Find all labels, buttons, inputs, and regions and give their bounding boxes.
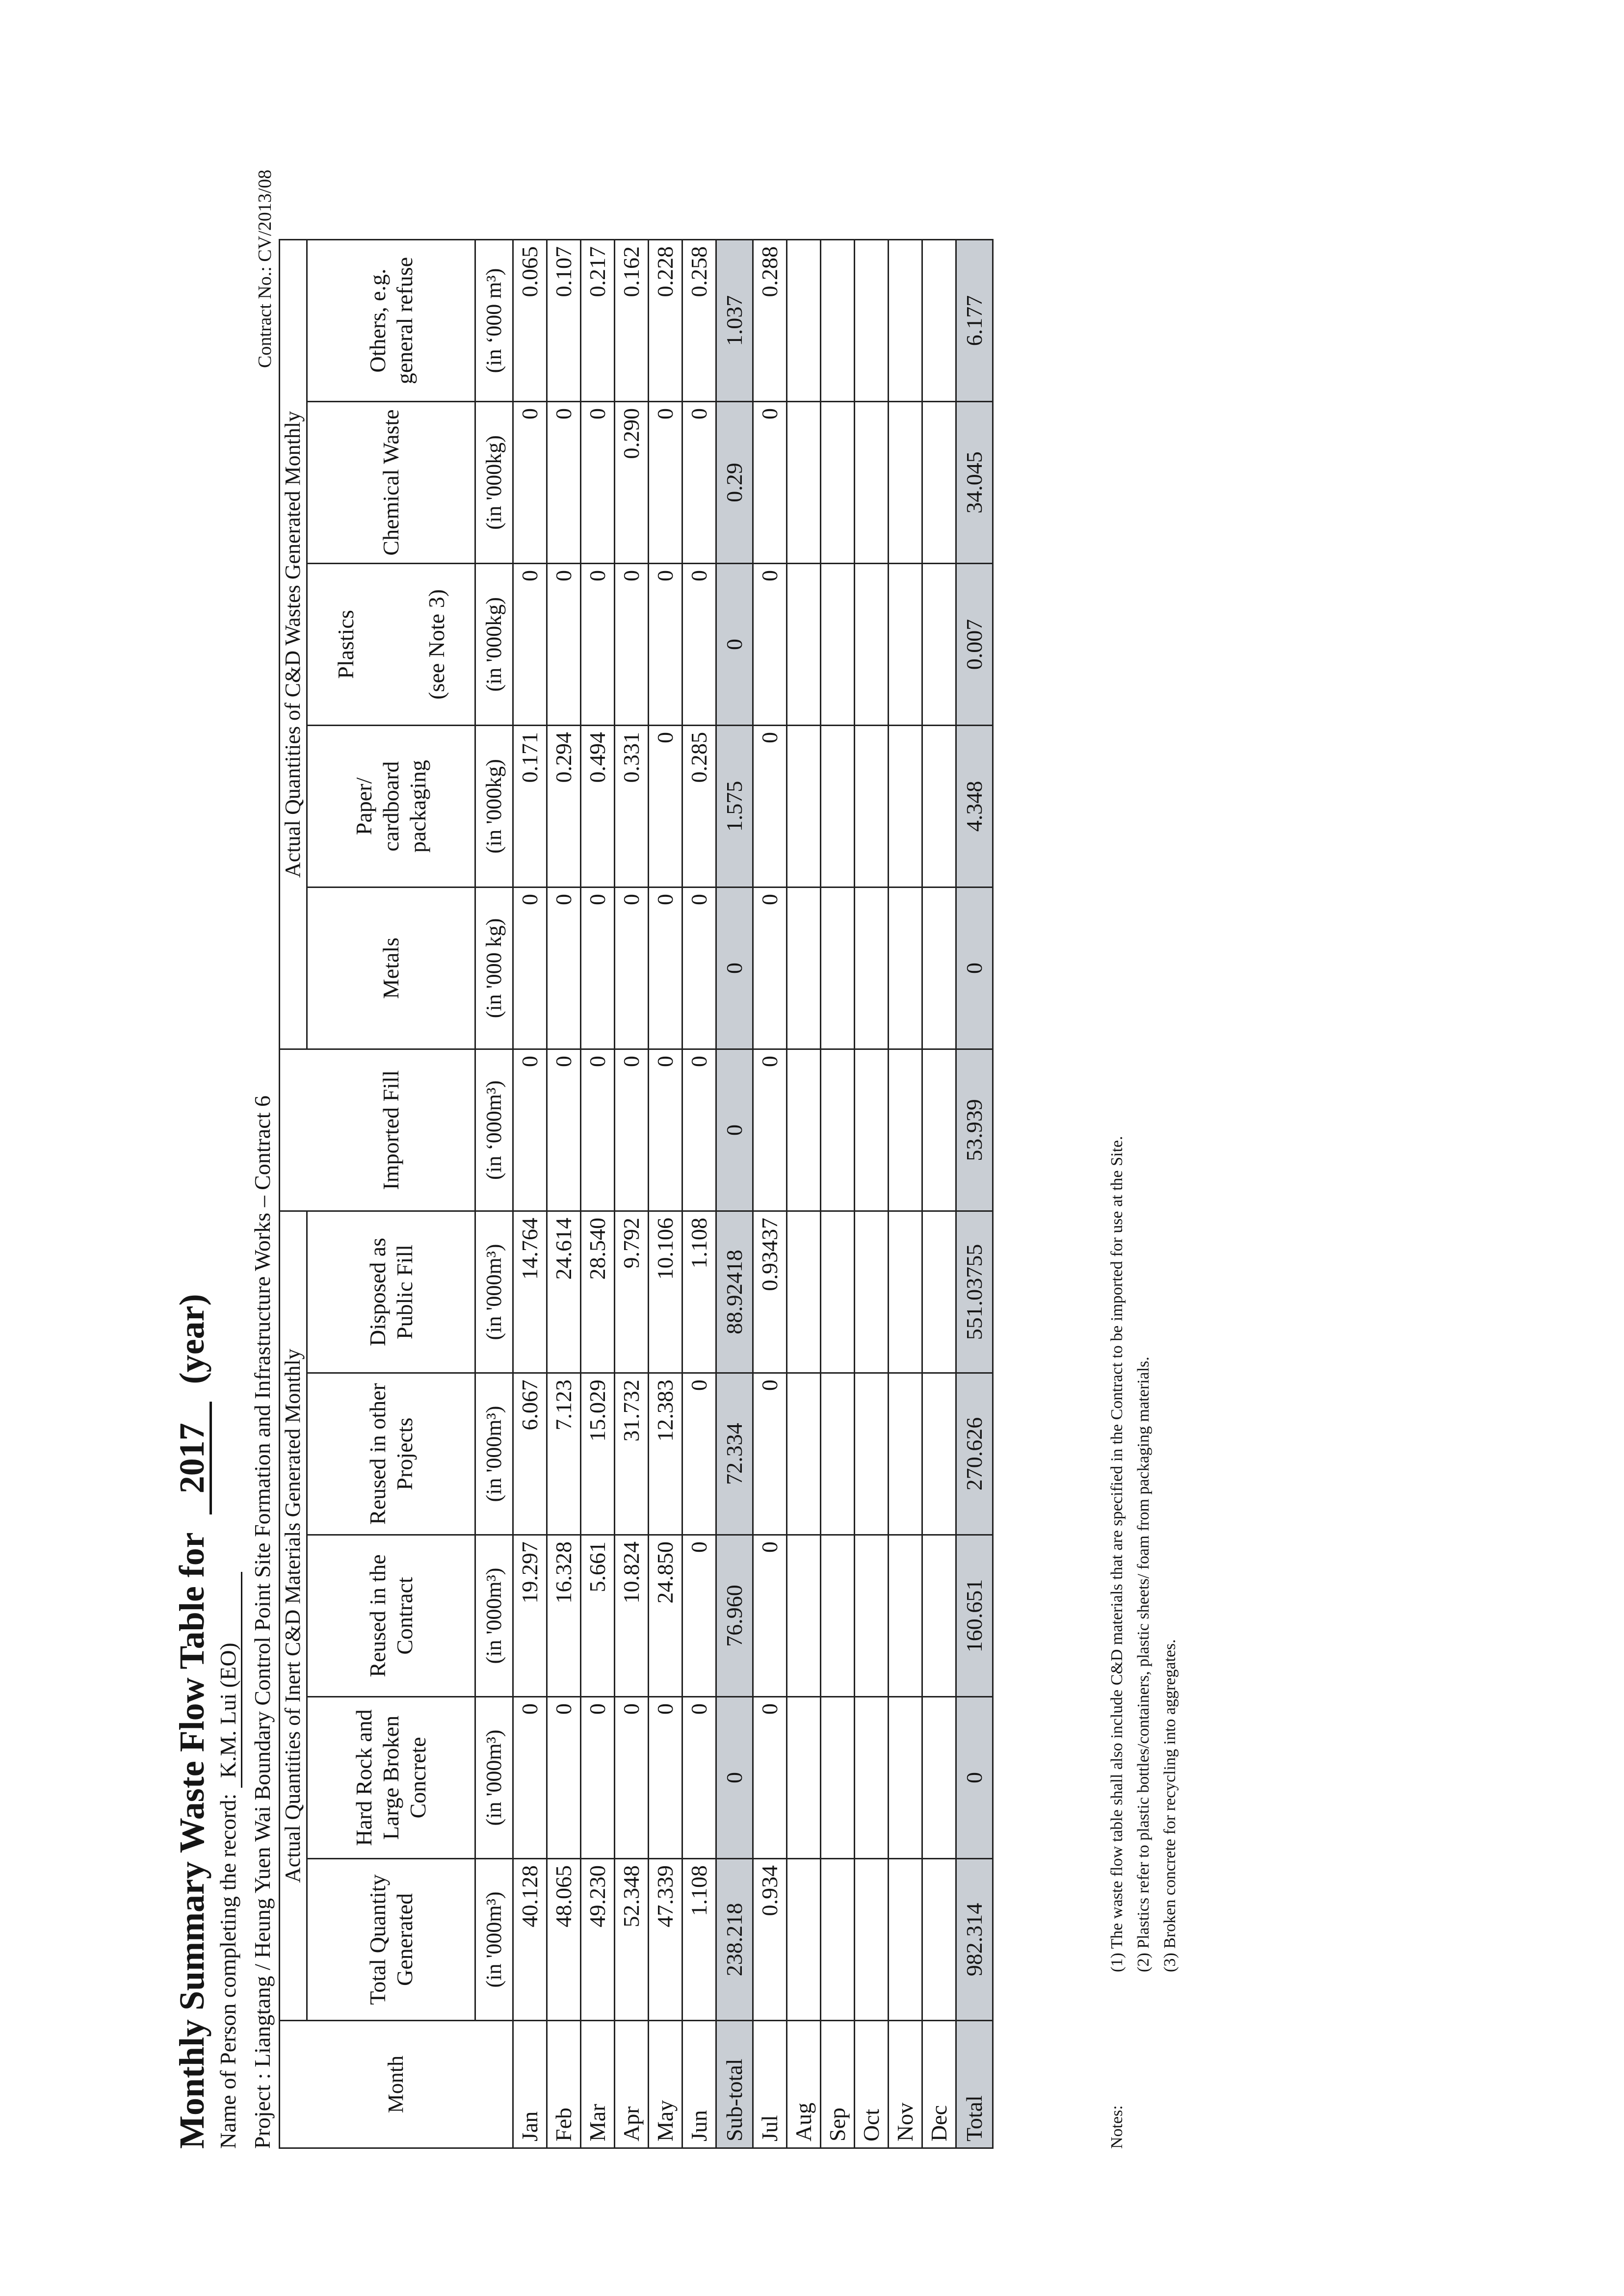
table-row [753,240,786,2148]
value-cell [922,402,956,564]
value-cell: 0 [648,1049,682,1211]
value-cell: 0 [753,564,786,726]
month-cell: Jan [513,2021,547,2148]
value-cell: 0 [547,564,580,726]
value-cell: 0.93437 [753,1211,786,1373]
value-cell [854,887,888,1049]
unit-cell: (in '000kg) [475,402,513,564]
column-header: Chemical Waste [307,402,475,564]
table-row [547,240,580,2148]
value-cell [888,1535,922,1697]
value-cell: 14.764 [513,1211,547,1373]
value-cell: 19.297 [513,1535,547,1697]
value-cell: 5.661 [580,1535,614,1697]
value-cell: 0 [648,726,682,887]
table-row [648,240,682,2148]
value-cell [922,1049,956,1211]
value-cell: 0 [648,564,682,726]
value-cell [786,240,820,402]
column-header: Reused in other Projects [307,1373,475,1535]
value-cell: 0 [513,1697,547,1859]
month-cell: Nov [888,2021,922,2148]
month-cell: Apr [614,2021,648,2148]
value-cell: 0 [682,564,716,726]
value-cell: 0.107 [547,240,580,402]
value-cell: 0 [716,1049,753,1211]
month-cell: Aug [786,2021,820,2148]
value-cell [820,1049,854,1211]
group-header-row [280,240,307,2148]
value-cell: 0 [753,1373,786,1535]
value-cell [854,1697,888,1859]
value-cell: 238.218 [716,1859,753,2021]
value-cell [786,1535,820,1697]
value-cell [786,1373,820,1535]
group-inert-header: Actual Quantities of Inert C&D Materials Generated Monthly [280,1211,307,2021]
value-cell: 0 [682,1373,716,1535]
value-cell: 0 [956,887,993,1049]
value-cell [786,726,820,887]
value-cell: 0 [513,564,547,726]
value-cell [922,1697,956,1859]
column-header-plastics [307,564,475,726]
value-cell [786,1049,820,1211]
value-cell [820,402,854,564]
value-cell [854,1535,888,1697]
value-cell [888,1373,922,1535]
value-cell: 0 [753,402,786,564]
value-cell: 49.230 [580,1859,614,2021]
value-cell: 0 [513,402,547,564]
month-cell: May [648,2021,682,2148]
value-cell [820,1859,854,2021]
value-cell: 1.108 [682,1211,716,1373]
person-value: K.M. Lui (EO) [215,1572,242,1788]
value-cell: 53.939 [956,1049,993,1211]
value-cell: 0 [682,1697,716,1859]
table-row [922,240,956,2148]
subtotal-row-label: Sub-total [716,2021,753,2148]
unit-cell: (in '000m³) [475,1373,513,1535]
units-row [475,240,513,2148]
value-cell [922,1211,956,1373]
column-header: Imported Fill [307,1049,475,1211]
plastics-note: (see Note 3) [423,589,449,700]
value-cell [786,1859,820,2021]
value-cell [922,1535,956,1697]
value-cell: 0 [682,402,716,564]
value-cell: 88.92418 [716,1211,753,1373]
value-cell [922,887,956,1049]
value-cell: 0 [614,1049,648,1211]
column-header: Hard Rock and Large Broken Concrete [307,1697,475,1859]
value-cell: 47.339 [648,1859,682,2021]
value-cell: 0 [753,726,786,887]
month-cell: Sep [820,2021,854,2148]
value-cell [888,1859,922,2021]
total-row [956,240,993,2148]
value-cell [786,564,820,726]
month-cell: Oct [854,2021,888,2148]
column-header-row [307,240,475,2148]
value-cell: 160.651 [956,1535,993,1697]
value-cell: 0 [580,1049,614,1211]
value-cell: 0.162 [614,240,648,402]
value-cell: 0 [580,887,614,1049]
title-prefix: Monthly Summary Waste Flow Table for [172,1532,211,2149]
value-cell: 16.328 [547,1535,580,1697]
note-2: (2) Plastics refer to plastic bottles/containers, plastic sheets/ foam from packaging materials. [1134,1357,1153,1972]
value-cell [888,1697,922,1859]
value-cell: 0.228 [648,240,682,402]
value-cell [854,1211,888,1373]
value-cell [888,402,922,564]
value-cell [888,1211,922,1373]
value-cell: 551.03755 [956,1211,993,1373]
value-cell: 10.106 [648,1211,682,1373]
notes [1104,1136,1183,2149]
unit-cell: (in ‘000 m³) [475,240,513,402]
value-cell: 0.294 [547,726,580,887]
value-cell [854,1373,888,1535]
value-cell: 52.348 [614,1859,648,2021]
table-row [820,240,854,2148]
value-cell: 0 [682,887,716,1049]
notes-label: Notes: [1108,2105,1126,2149]
subtotal-row [716,240,753,2148]
value-cell [854,564,888,726]
column-header: Reused in the Contract [307,1535,475,1697]
value-cell [888,887,922,1049]
value-cell: 0 [716,887,753,1049]
column-header: Others, e.g. general refuse [307,240,475,402]
value-cell [922,1373,956,1535]
page-title [172,1294,212,2149]
value-cell: 0.494 [580,726,614,887]
group-waste-header: Actual Quantities of C&D Wastes Generated Monthly [280,240,307,1049]
unit-cell: (in '000m³) [475,1859,513,2021]
value-cell: 6.177 [956,240,993,402]
value-cell: 4.348 [956,726,993,887]
table-row [854,240,888,2148]
table-row [682,240,716,2148]
imported-fill-spacer [280,1049,307,1211]
total-row-label: Total [956,2021,993,2148]
table-row [513,240,547,2148]
value-cell: 28.540 [580,1211,614,1373]
person-label: Name of Person completing the record: [215,1793,240,2149]
value-cell [922,240,956,402]
column-header: Disposed as Public Fill [307,1211,475,1373]
value-cell: 0.065 [513,240,547,402]
title-suffix: (year) [172,1294,211,1384]
value-cell [888,240,922,402]
value-cell: 12.383 [648,1373,682,1535]
value-cell: 0.171 [513,726,547,887]
value-cell: 15.029 [580,1373,614,1535]
unit-cell: (in '000m³) [475,1535,513,1697]
value-cell: 0 [580,402,614,564]
value-cell: 0.331 [614,726,648,887]
value-cell: 0 [614,887,648,1049]
unit-cell: (in '000kg) [475,726,513,887]
table-row [614,240,648,2148]
table-row [888,240,922,2148]
value-cell [820,1697,854,1859]
value-cell: 0 [753,1697,786,1859]
note-1: (1) The waste flow table shall also include C&D materials that are specified in the Contract to be imported for use at the Site. [1108,1136,1126,1972]
value-cell [888,1049,922,1211]
value-cell [854,402,888,564]
column-header: Total Quantity Generated [307,1859,475,2021]
value-cell [786,402,820,564]
column-header: Paper/ cardboard packaging [307,726,475,887]
value-cell [854,726,888,887]
month-cell: Jun [682,2021,716,2148]
value-cell: 1.575 [716,726,753,887]
value-cell: 0.288 [753,240,786,402]
value-cell: 9.792 [614,1211,648,1373]
unit-cell: (in '000m³) [475,1697,513,1859]
value-cell: 0 [682,1049,716,1211]
value-cell: 7.123 [547,1373,580,1535]
value-cell: 270.626 [956,1373,993,1535]
table-row [580,240,614,2148]
value-cell: 0.285 [682,726,716,887]
value-cell: 0 [614,564,648,726]
value-cell: 0 [956,1697,993,1859]
unit-cell: (in '000kg) [475,564,513,726]
value-cell [922,726,956,887]
value-cell [786,887,820,1049]
value-cell: 0 [716,564,753,726]
person-line [215,1572,242,2149]
value-cell [922,1859,956,2021]
value-cell [786,1697,820,1859]
value-cell: 0.29 [716,402,753,564]
value-cell: 0.258 [682,240,716,402]
value-cell: 34.045 [956,402,993,564]
value-cell [786,1211,820,1373]
value-cell: 0 [753,1535,786,1697]
value-cell: 0 [753,1049,786,1211]
month-cell: Dec [922,2021,956,2148]
contract-number: Contract No.: CV/2013/08 [255,169,275,368]
value-cell: 6.067 [513,1373,547,1535]
value-cell: 1.037 [716,240,753,402]
value-cell: 31.732 [614,1373,648,1535]
plastics-label: Plastics [333,610,358,679]
month-cell: Jul [753,2021,786,2148]
value-cell [854,240,888,402]
value-cell: 40.128 [513,1859,547,2021]
unit-cell: (in '000m³) [475,1211,513,1373]
table-row [786,240,820,2148]
column-header: Metals [307,887,475,1049]
value-cell: 0 [513,887,547,1049]
value-cell: 24.850 [648,1535,682,1697]
value-cell: 0 [614,1697,648,1859]
value-cell: 982.314 [956,1859,993,2021]
value-cell: 10.824 [614,1535,648,1697]
value-cell: 0 [580,564,614,726]
value-cell: 24.614 [547,1211,580,1373]
value-cell: 0 [716,1697,753,1859]
value-cell [922,564,956,726]
value-cell [888,726,922,887]
unit-cell: (in '000 kg) [475,887,513,1049]
value-cell [888,564,922,726]
value-cell: 76.960 [716,1535,753,1697]
value-cell: 0 [580,1697,614,1859]
value-cell: 0.217 [580,240,614,402]
value-cell: 72.334 [716,1373,753,1535]
month-header: Month [280,2021,513,2148]
value-cell: 0 [648,402,682,564]
value-cell: 0 [547,1049,580,1211]
month-cell: Feb [547,2021,580,2148]
value-cell: 0 [682,1535,716,1697]
value-cell: 0.934 [753,1859,786,2021]
value-cell [854,1049,888,1211]
value-cell: 0 [648,887,682,1049]
value-cell [820,564,854,726]
value-cell: 0 [513,1049,547,1211]
value-cell: 0 [753,887,786,1049]
value-cell: 1.108 [682,1859,716,2021]
note-3: (3) Broken concrete for recycling into aggregates. [1161,1639,1179,1972]
value-cell: 0 [547,887,580,1049]
project-line: Project : Liangtang / Heung Yuen Wai Boundary Control Point Site Formation and Infrastructure Works – Contract 6 [250,1096,275,2149]
value-cell [820,887,854,1049]
year-value: 2017 [174,1402,212,1514]
value-cell [820,240,854,402]
value-cell [854,1859,888,2021]
value-cell: 0.007 [956,564,993,726]
month-cell: Mar [580,2021,614,2148]
value-cell [820,1535,854,1697]
value-cell [820,1373,854,1535]
unit-cell: (in ‘000m³) [475,1049,513,1211]
value-cell: 0 [547,402,580,564]
value-cell: 48.065 [547,1859,580,2021]
value-cell [820,1211,854,1373]
waste-flow-table [279,239,994,2149]
value-cell: 0 [547,1697,580,1859]
value-cell: 0 [648,1697,682,1859]
value-cell [820,726,854,887]
value-cell: 0.290 [614,402,648,564]
